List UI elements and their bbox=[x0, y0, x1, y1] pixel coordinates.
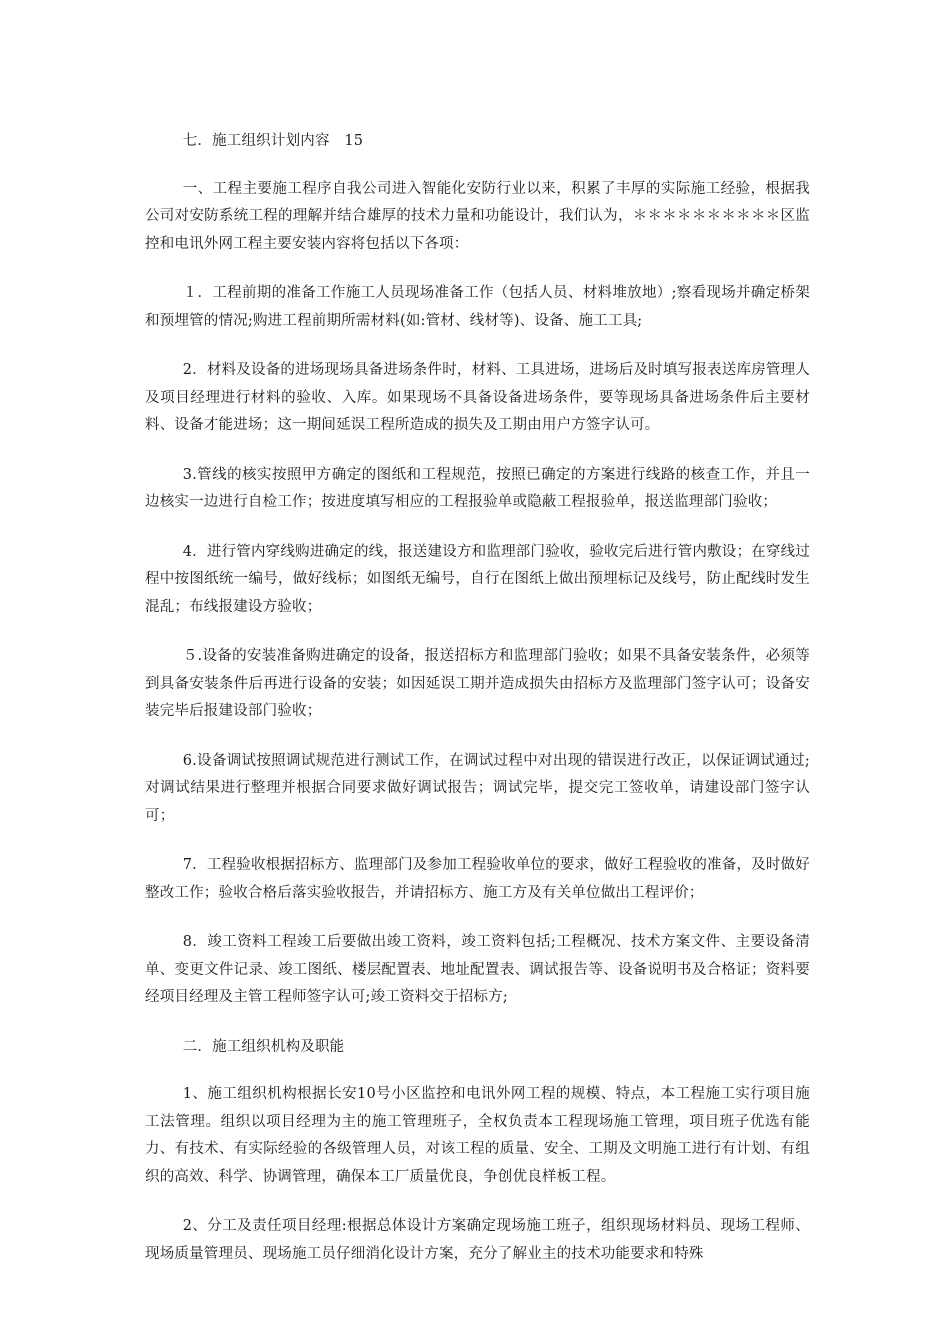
list-item-3: 3.管线的核实按照甲方确定的图纸和工程规范，按照已确定的方案进行线路的核查工作，并且一边核实一边进行自检工作；按进度填写相应的工程报验单或隐蔽工程报验单，报送监理部门验收； bbox=[145, 466, 810, 510]
list-item-5: ５.设备的安装准备购进确定的设备，报送招标方和监理部门验收；如果不具备安装条件，必须等到具备安装条件后再进行设备的安装；如因延误工期并造成损失由招标方及监理部门签字认可；设备安装完毕后报建设部门验收； bbox=[145, 648, 810, 719]
list-item-7: 7．工程验收根据招标方、监理部门及参加工程验收单位的要求，做好工程验收的准备，及时做好整改工作；验收合格后落实验收报告，并请招标方、施工方及有关单位做出工程评价； bbox=[145, 857, 810, 901]
list-item-1: １．工程前期的准备工作施工人员现场准备工作（包括人员、材料堆放地）;察看现场并确定桥架和预埋管的情况;购进工程前期所需材料(如:管材、线材等)、设备、施工工具; bbox=[145, 285, 810, 329]
part-heading: 二．施工组织机构及职能 bbox=[182, 1038, 345, 1055]
document-body bbox=[145, 128, 810, 1290]
list-item-2: 2．材料及设备的进场现场具备进场条件时，材料、工具进场，进场后及时填写报表送库房管理人及项目经理进行材料的验收、入库。如果现场不具备设备进场条件，要等现场具备进场条件后主要材料、设备才能进场；这一期间延误工程所造成的损失及工期由用户方签字认可。 bbox=[145, 362, 810, 433]
list-item-4: 4．进行管内穿线购进确定的线，报送建设方和监理部门验收，验收完后进行管内敷设；在穿线过程中按图纸统一编号，做好线标；如图纸无编号，自行在图纸上做出预埋标记及线号，防止配线时发生混乱；布线报建设方验收； bbox=[145, 543, 810, 615]
org-paragraph-1: 1、施工组织机构根据长安10号小区监控和电讯外网工程的规模、特点，本工程施工实行项目施工法管理。组织以项目经理为主的施工管理班子，全权负责本工程现场施工管理，项目班子优选有能力、有技术、有实际经验的各级管理人员，对该工程的质量、安全、工期及文明施工进行有计划、有组织的高效、科学、协调管理，确保本工厂质量优良，争创优良样板工程。 bbox=[145, 1086, 810, 1185]
org-paragraph-2: 2、分工及责任项目经理:根据总体设计方案确定现场施工班子，组织现场材料员、现场工程师、现场质量管理员、现场施工员仔细消化设计方案，充分了解业主的技术功能要求和特殊 bbox=[145, 1218, 810, 1262]
section-heading: 七．施工组织计划内容 15 bbox=[182, 133, 364, 149]
list-item-8: 8．竣工资料工程竣工后要做出竣工资料，竣工资料包括;工程概况、技术方案文件、主要设备清单、变更文件记录、竣工图纸、楼层配置表、地址配置表、调试报告等、设备说明书及合格证；资料要经项目经理及主管工程师签字认可;竣工资料交于招标方; bbox=[145, 934, 810, 1005]
intro-paragraph: 一、工程主要施工程序自我公司进入智能化安防行业以来，积累了丰厚的实际施工经验，根据我公司对安防系统工程的理解并结合雄厚的技术力量和功能设计，我们认为，＊＊＊＊＊＊＊＊＊＊区监控和电讯外网工程主要安装内容将包括以下各项： bbox=[145, 180, 810, 252]
list-item-6: 6.设备调试按照调试规范进行测试工作，在调试过程中对出现的错误进行改正，以保证调试通过;对调试结果进行整理并根据合同要求做好调试报告；调试完毕，提交完工签收单，请建设部门签字认可； bbox=[145, 752, 810, 824]
